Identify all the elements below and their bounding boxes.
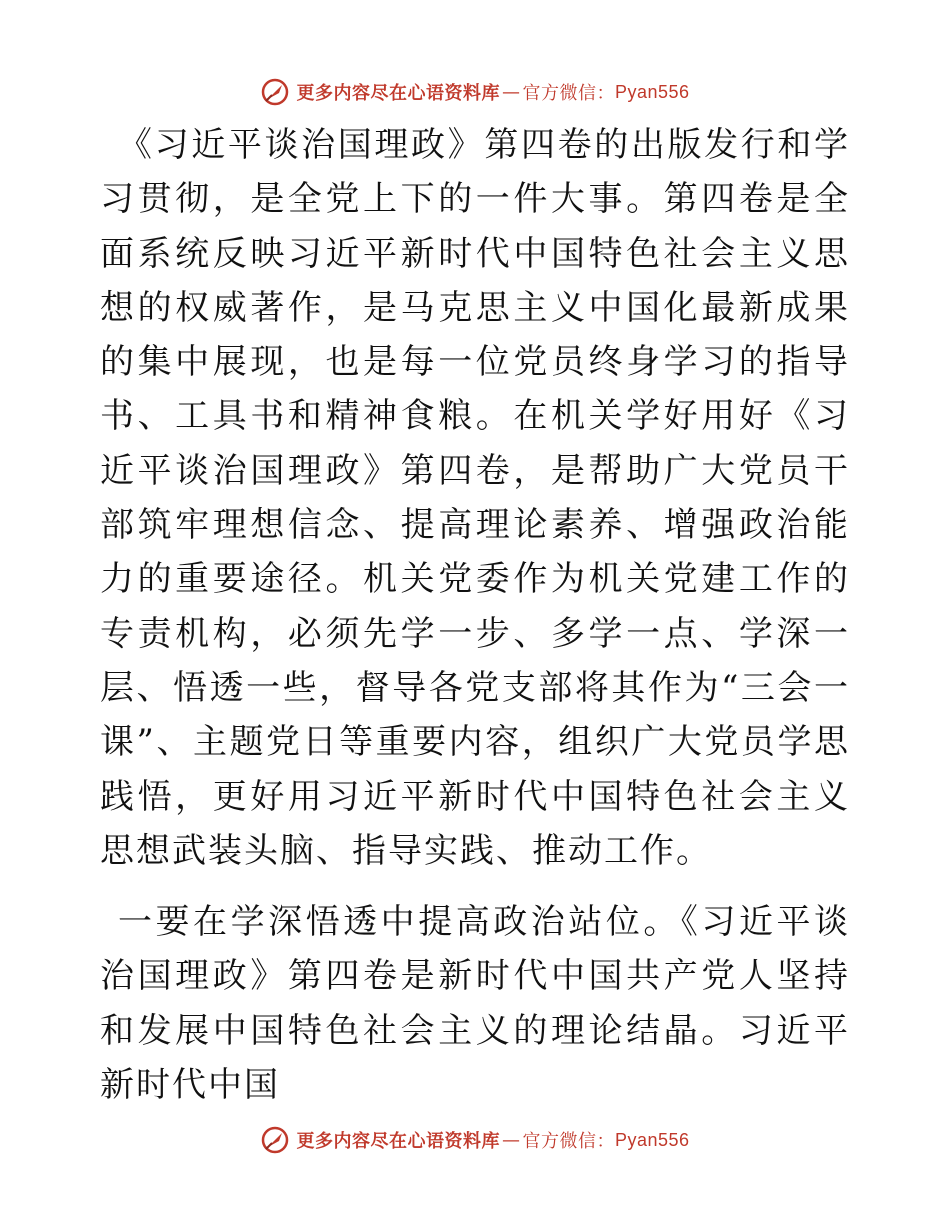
watermark-site-text: 更多内容尽在心语资料库 [296, 1131, 500, 1152]
header-watermark [0, 74, 950, 110]
watermark-separator: — [501, 81, 521, 103]
watermark-wechat-id: Pyan556 [614, 1129, 690, 1150]
watermark-wechat-id: Pyan556 [614, 81, 690, 102]
watermark-wechat-label: 官方微信： [522, 1131, 615, 1152]
document-body [100, 118, 850, 1112]
footer-watermark [0, 1122, 950, 1158]
watermark-site-text: 更多内容尽在心语资料库 [296, 83, 500, 104]
feather-pen-logo-icon [260, 1125, 290, 1155]
watermark-separator: — [501, 1129, 521, 1151]
body-paragraph-1: 《习近平谈治国理政》第四卷的出版发行和学习贯彻，是全党上下的一件大事。第四卷是全面系统反映习近平新时代中国特色社会主义思想的权威著作，是马克思主义中国化最新成果的集中展现，也是每一位党员终身学习的指导书、工具书和精神食粮。在机关学好用好《习近平谈治国理政》第四卷，是帮助广大党员干部筑牢理想信念、提高理论素养、增强政治能力的重要途径。机关党委作为机关党建工作的专责机构，必须先学一步、多学一点、学深一层、悟透一些，督导各党支部将其作为“三会一课”、主题党日等重要内容，组织广大党员学思践悟，更好用习近平新时代中国特色社会主义思想武装头脑、指导实践、推动工作。 [100, 125, 850, 871]
watermark-wechat-label: 官方微信： [522, 83, 615, 104]
feather-pen-logo-icon [260, 77, 290, 107]
body-paragraph-2: 一要在学深悟透中提高政治站位。《习近平谈治国理政》第四卷是新时代中国共产党人坚持和发展中国特色社会主义的理论结晶。习近平新时代中国 [100, 902, 850, 1106]
